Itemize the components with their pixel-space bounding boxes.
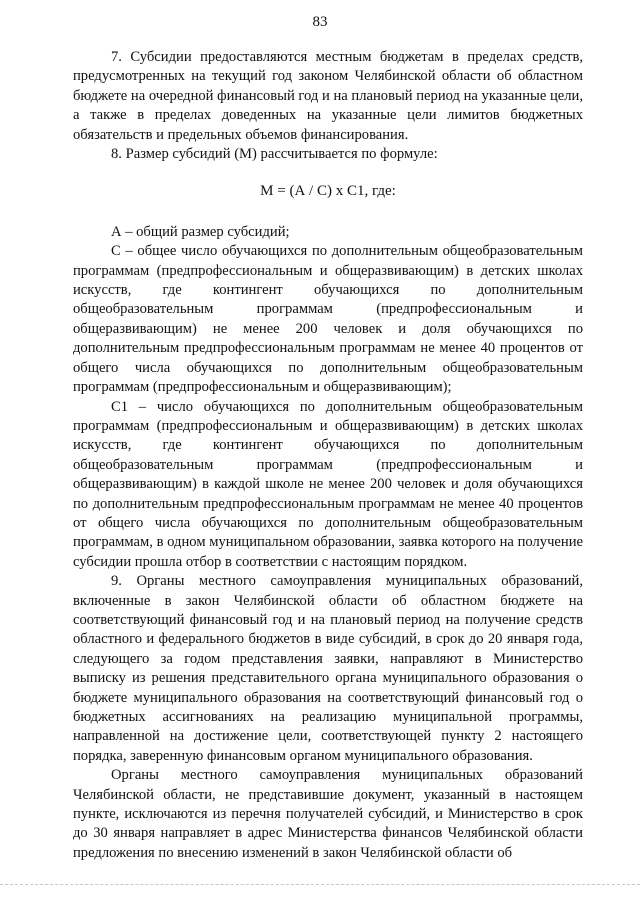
paragraph-8: 8. Размер субсидий (М) рассчитывается по формуле: [111,146,438,163]
paragraph-9: 9. Органы местного самоуправления муниципальных образований, включенные в закон Челябинской области об областном бюджете на соответствующий финансовый год и на плановый период на получение средств областного и федерального бюджетов в виде субсидий, в срок до 20 января года, следующего за годом представления заявки, направляют в Министерство выписку из решения представительного органа муниципального образования о бюджете муниципального образования на соответствующий финансовый год о бюджетных ассигнованиях на реализацию муниципальной программы, направленной на достижение цели, соответствующей пункту 2 настоящего порядка, заверенную финансовым органом муниципального образования. [73,573,583,764]
formula: М = (А / С) х С1, где: [260,183,396,200]
page-number: 83 [312,14,328,30]
document-body [73,48,583,863]
paragraph-9-continued: Органы местного самоуправления муниципальных образований Челябинской области, не представившие документ, указанный в настоящем пункте, исключаются из перечня получателей субсидий, и Министерство в срок до 30 января направляет в адрес Министерства финансов Челябинской области предложения по внесению изменений в закон Челябинской области об [73,767,583,861]
definition-c: С – общее число обучающихся по дополнительным общеобразовательным программам (предпрофессиональным и общеразвивающим) в детских школах искусств, где контингент обучающихся по дополнительным общеобразовательным программам (предпрофессиональным и общеразвивающим) не менее 200 человек и доля обучающихся по дополнительным предпрофессиональным программам не менее 40 процентов от общего числа обучающихся по дополнительным общеобразовательным программам (предпрофессиональным и общеразвивающим); [73,243,583,396]
page-bottom-rule [0,884,640,885]
paragraph-7: 7. Субсидии предоставляются местным бюджетам в пределах средств, предусмотренных на текущий год законом Челябинской области об областном бюджете на очередной финансовый год и на плановый период на указанные цели, а также в пределах доведенных на указанные цели лимитов бюджетных обязательств и предельных объемов финансирования. [73,49,583,143]
definition-c1: С1 – число обучающихся по дополнительным общеобразовательным программам (предпрофессиональным и общеразвивающим) в детских школах искусств, где контингент обучающихся по дополнительным общеобразовательным программам (предпрофессиональным и общеразвивающим) в каждой школе не менее 200 человек и доля обучающихся по дополнительным предпрофессиональным программам не менее 40 процентов от общего числа обучающихся по дополнительным общеобразовательным программам, в одном муниципальном образовании, заявка которого на получение субсидии прошла отбор в соответствии с настоящим порядком. [73,398,583,570]
definition-a: А – общий размер субсидий; [111,223,290,240]
